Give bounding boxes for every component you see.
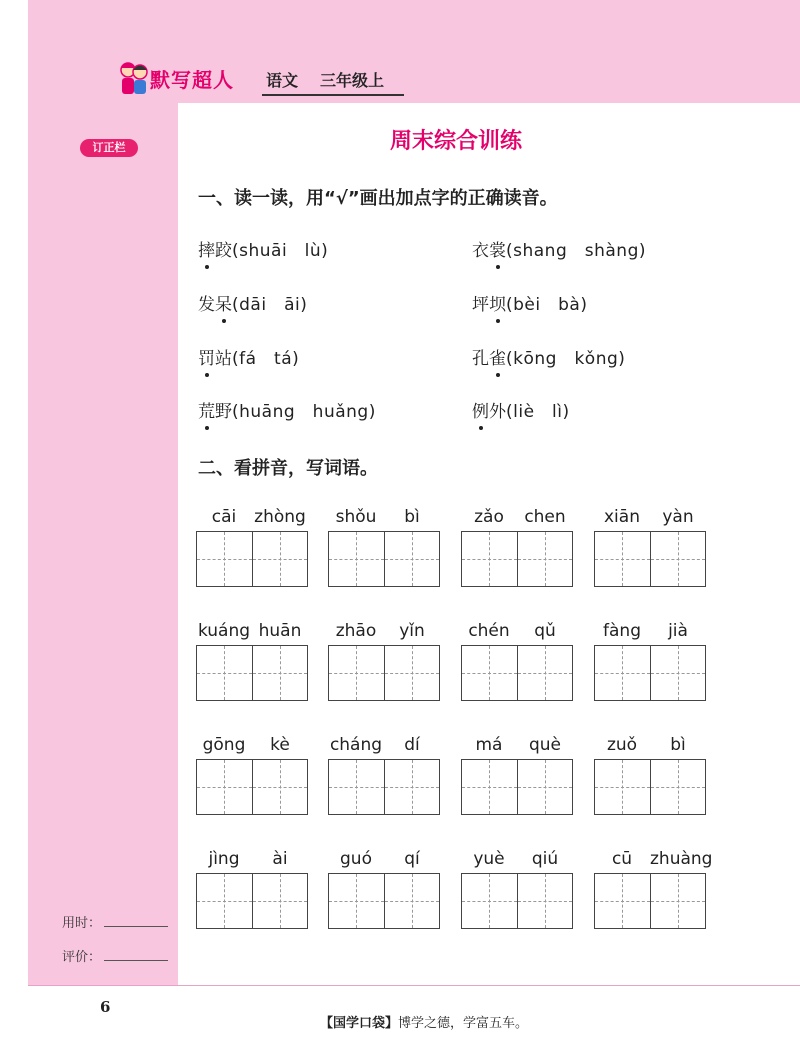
word-char: 发	[198, 295, 215, 315]
writing-cell[interactable]	[462, 760, 517, 814]
writing-grid	[594, 759, 706, 815]
pinyin-syllable: dí	[404, 735, 420, 755]
writing-grid	[461, 645, 573, 701]
dotted-char: 呆	[215, 290, 232, 315]
writing-cell[interactable]	[384, 646, 439, 700]
writing-cell[interactable]	[650, 874, 705, 928]
pinyin-syllable: má	[475, 735, 503, 755]
dotted-char: 雀	[489, 344, 506, 369]
correction-badge: 订正栏	[80, 139, 138, 157]
writing-grid	[196, 873, 308, 929]
word-char: 坪	[472, 295, 489, 315]
pronunciation-item	[472, 236, 646, 261]
pronunciation-item	[472, 344, 625, 369]
pinyin-syllable: yuè	[473, 849, 505, 869]
writing-cell[interactable]	[197, 646, 252, 700]
writing-grid	[196, 759, 308, 815]
pronunciation-item	[472, 397, 570, 422]
pinyin-options: (bèi bà)	[506, 295, 588, 315]
writing-cell[interactable]	[650, 532, 705, 586]
writing-cell[interactable]	[517, 874, 572, 928]
section2-heading: 二、看拼音，写词语。	[198, 458, 378, 479]
writing-cell[interactable]	[462, 532, 517, 586]
section1-heading: 一、读一读，用“√”画出加点字的正确读音。	[198, 188, 558, 209]
pinyin-options: (huāng huǎng)	[232, 402, 376, 422]
writing-grid	[594, 645, 706, 701]
pinyin-syllable: chén	[468, 621, 510, 641]
pronunciation-item	[198, 397, 376, 422]
footer-divider	[28, 985, 800, 986]
brand-logo	[118, 58, 268, 98]
writing-cell[interactable]	[252, 874, 307, 928]
brand-name: 默写超人	[150, 68, 234, 92]
word-char: 衣	[472, 241, 489, 261]
pronunciation-item	[198, 290, 307, 315]
pinyin-syllable: chen	[524, 507, 566, 527]
writing-grid	[461, 531, 573, 587]
writing-cell[interactable]	[329, 874, 384, 928]
pinyin-syllable: shǒu	[335, 507, 377, 527]
writing-grid	[328, 759, 440, 815]
pinyin-syllable: kè	[270, 735, 290, 755]
pinyin-syllable: qí	[404, 849, 420, 869]
pinyin-syllable: zuǒ	[606, 735, 638, 755]
writing-cell[interactable]	[517, 646, 572, 700]
pinyin-syllable: bì	[670, 735, 686, 755]
grade-label: 三年级上	[320, 71, 385, 90]
writing-cell[interactable]	[252, 646, 307, 700]
writing-cell[interactable]	[595, 532, 650, 586]
writing-grid	[594, 531, 706, 587]
writing-grid	[196, 645, 308, 701]
pronunciation-item	[198, 344, 299, 369]
header-subtitle	[266, 68, 384, 91]
dotted-char: 坝	[489, 290, 506, 315]
pinyin-syllable: ài	[272, 849, 288, 869]
writing-cell[interactable]	[252, 532, 307, 586]
word-char: 外	[489, 402, 506, 422]
writing-cell[interactable]	[197, 874, 252, 928]
pinyin-syllable: xiān	[604, 507, 640, 527]
pinyin-options: (dāi āi)	[232, 295, 308, 315]
pronunciation-item	[472, 290, 587, 315]
eval-blank	[104, 960, 168, 961]
pinyin-syllable: zhāo	[335, 621, 377, 641]
word-char: 跤	[215, 241, 232, 261]
writing-cell[interactable]	[252, 760, 307, 814]
writing-cell[interactable]	[329, 760, 384, 814]
pinyin-options: (shuāi lù)	[232, 241, 329, 261]
footer-motto: 【国学口袋】博学之德，学富五车。	[320, 1016, 529, 1031]
writing-cell[interactable]	[517, 532, 572, 586]
writing-cell[interactable]	[595, 874, 650, 928]
writing-cell[interactable]	[462, 646, 517, 700]
pinyin-syllable: zhòng	[254, 507, 306, 527]
writing-cell[interactable]	[650, 760, 705, 814]
pinyin-syllable: cháng	[329, 735, 383, 755]
dotted-char: 裳	[489, 236, 506, 261]
pinyin-syllable: jìng	[208, 849, 240, 869]
kids-mascot-icon	[118, 58, 150, 98]
pinyin-syllable: cū	[611, 849, 633, 869]
writing-cell[interactable]	[517, 760, 572, 814]
time-label: 用时：	[62, 916, 102, 931]
writing-grid	[461, 873, 573, 929]
writing-cell[interactable]	[329, 532, 384, 586]
writing-cell[interactable]	[197, 760, 252, 814]
writing-grid	[328, 531, 440, 587]
writing-cell[interactable]	[384, 874, 439, 928]
pinyin-syllable: zǎo	[474, 507, 504, 527]
pinyin-options: (liè lì)	[506, 402, 570, 422]
page-title: 周末综合训练	[389, 129, 522, 154]
dotted-char: 例	[472, 397, 489, 422]
eval-label: 评价：	[62, 950, 102, 965]
writing-grid	[328, 645, 440, 701]
writing-grid	[328, 873, 440, 929]
dotted-char: 荒	[198, 397, 215, 422]
pinyin-syllable: kuáng	[197, 621, 251, 641]
pinyin-syllable: qiú	[531, 849, 559, 869]
pinyin-syllable: fàng	[603, 621, 641, 641]
header-underline	[262, 94, 404, 96]
subject-label: 语文	[266, 71, 299, 90]
pinyin-syllable: què	[528, 735, 562, 755]
word-char: 孔	[472, 349, 489, 369]
word-char: 站	[215, 349, 232, 369]
writing-cell[interactable]	[384, 760, 439, 814]
pinyin-syllable: jià	[668, 621, 688, 641]
page-number: 6	[100, 998, 111, 1016]
dotted-char: 罚	[198, 344, 215, 369]
writing-cell[interactable]	[197, 532, 252, 586]
pinyin-options: (kōng kǒng)	[506, 349, 626, 369]
correction-sidebar	[28, 103, 178, 985]
pinyin-syllable: qǔ	[534, 621, 556, 641]
pinyin-syllable: yǐn	[399, 621, 425, 641]
dotted-char: 摔	[198, 236, 215, 261]
writing-cell[interactable]	[462, 874, 517, 928]
pinyin-syllable: guó	[340, 849, 372, 869]
pinyin-syllable: gōng	[202, 735, 246, 755]
pinyin-options: (fá tá)	[232, 349, 300, 369]
pinyin-options: (shang shàng)	[506, 241, 646, 261]
writing-cell[interactable]	[329, 646, 384, 700]
writing-cell[interactable]	[384, 532, 439, 586]
writing-cell[interactable]	[595, 646, 650, 700]
pinyin-syllable: yàn	[662, 507, 694, 527]
pinyin-syllable: bì	[404, 507, 420, 527]
writing-grid	[594, 873, 706, 929]
time-blank	[104, 926, 168, 927]
writing-cell[interactable]	[595, 760, 650, 814]
pinyin-syllable: cāi	[211, 507, 237, 527]
pronunciation-item	[198, 236, 328, 261]
pinyin-syllable: zhuàng	[650, 849, 713, 869]
writing-cell[interactable]	[650, 646, 705, 700]
writing-grid	[196, 531, 308, 587]
writing-grid	[461, 759, 573, 815]
pinyin-syllable: huān	[258, 621, 302, 641]
word-char: 野	[215, 402, 232, 422]
